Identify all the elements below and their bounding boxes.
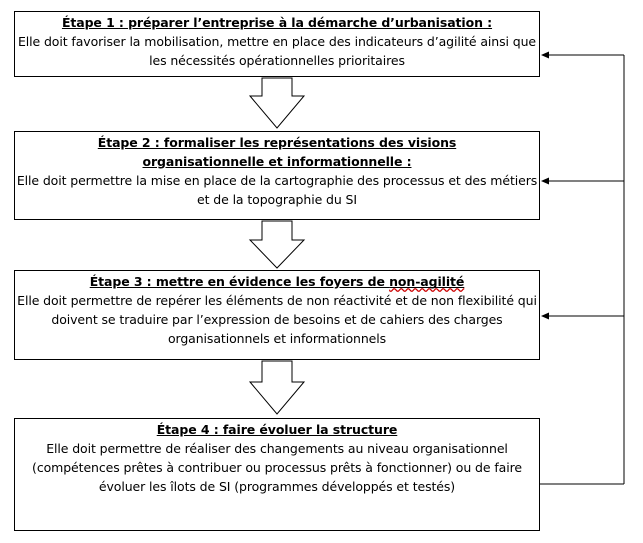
step-2-body: Elle doit permettre la mise en place de la cartographie des processus et des métiers et de la topographie du SI [16, 173, 538, 207]
step-4-title: Étape 4 : faire évoluer la structure [156, 422, 398, 437]
step-2-title-line2: organisationnelle et informationnelle : [142, 154, 412, 169]
arrowhead-step1 [541, 52, 549, 59]
step-2-box [14, 131, 540, 220]
step-4-body: Elle doit permettre de réaliser des changements au niveau organisationnel (compétences prêtes à contribuer ou processus prêts à fonctionner) ou de faire évoluer les îlots de SI (programmes développés et testés) [32, 441, 522, 494]
step-1-box [14, 11, 540, 77]
arrowhead-step3 [541, 313, 549, 320]
step-1-title: Étape 1 : préparer l’entreprise à la démarche d’urbanisation : [61, 15, 493, 30]
step-2-title-line1: Étape 2 : formaliser les représentations des visions [97, 135, 457, 150]
feedback-arrowheads [541, 52, 549, 320]
step-3-box [14, 270, 540, 360]
feedback-loop [540, 55, 624, 484]
step-3-body: Elle doit permettre de repérer les éléments de non réactivité et de non flexibilité qui doivent se traduire par l’expression de besoins et de cahiers des charges organisationnels et informationnels [17, 293, 537, 346]
down-arrow-1 [250, 78, 304, 128]
step-4-box [14, 418, 540, 531]
step-3-title [15, 272, 539, 291]
step-3-title-main: Étape 3 : mettre en évidence les foyers de [89, 274, 390, 289]
down-arrow-3 [250, 361, 304, 414]
step-1-body: Elle doit favoriser la mobilisation, mettre en place des indicateurs d’agilité ainsi que les nécessités opérationnelles prioritaires [17, 34, 537, 68]
down-arrow-2 [250, 221, 304, 268]
arrowhead-step2 [541, 178, 549, 185]
step-3-title-flagged-word: non-agilité [389, 274, 465, 289]
